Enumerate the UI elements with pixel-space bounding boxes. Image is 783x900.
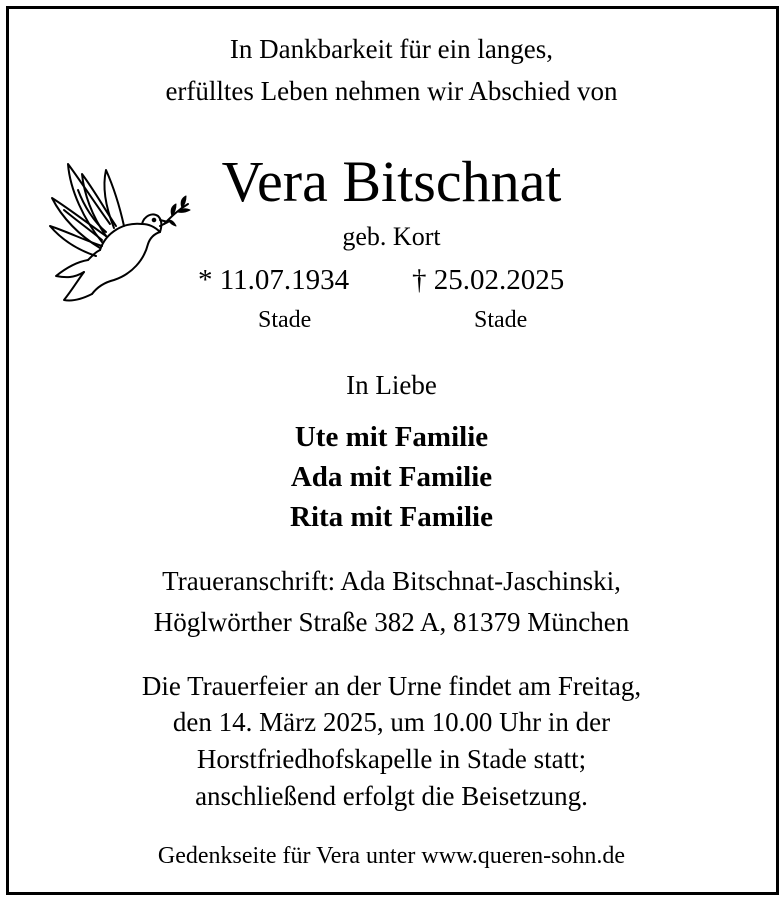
- family-line-3: Rita mit Familie: [290, 501, 493, 533]
- ceremony-line-4: anschließend erfolgt die Beisetzung.: [195, 781, 588, 811]
- ceremony-line-2: den 14. März 2025, um 10.00 Uhr in der: [172, 707, 611, 737]
- death-date: † 25.02.2025: [412, 264, 565, 296]
- death-place: Stade: [474, 307, 528, 333]
- family-line-1: Ute mit Familie: [294, 421, 489, 453]
- intro-line-1: In Dankbarkeit für ein langes,: [229, 34, 554, 64]
- maiden-name: geb. Kort: [342, 222, 441, 251]
- birth-date: * 11.07.1934: [198, 264, 350, 296]
- address-line-2: Höglwörther Straße 382 A, 81379 München: [153, 607, 630, 637]
- deceased-name: Vera Bitschnat: [221, 149, 562, 214]
- intro-line-2: erfülltes Leben nehmen wir Abschied von: [165, 76, 618, 106]
- memorial-website: Gedenkseite für Vera unter www.queren-sohn.de: [157, 843, 626, 869]
- address-line-1: Traueranschrift: Ada Bitschnat-Jaschinski,: [162, 566, 621, 596]
- family-line-2: Ada mit Familie: [290, 461, 493, 493]
- closing-words: In Liebe: [346, 370, 437, 400]
- ceremony-line-3: Horstfriedhofskapelle in Stade statt;: [196, 744, 587, 774]
- birth-place: Stade: [258, 307, 312, 333]
- ceremony-line-1: Die Trauerfeier an der Urne findet am Freitag,: [141, 671, 642, 701]
